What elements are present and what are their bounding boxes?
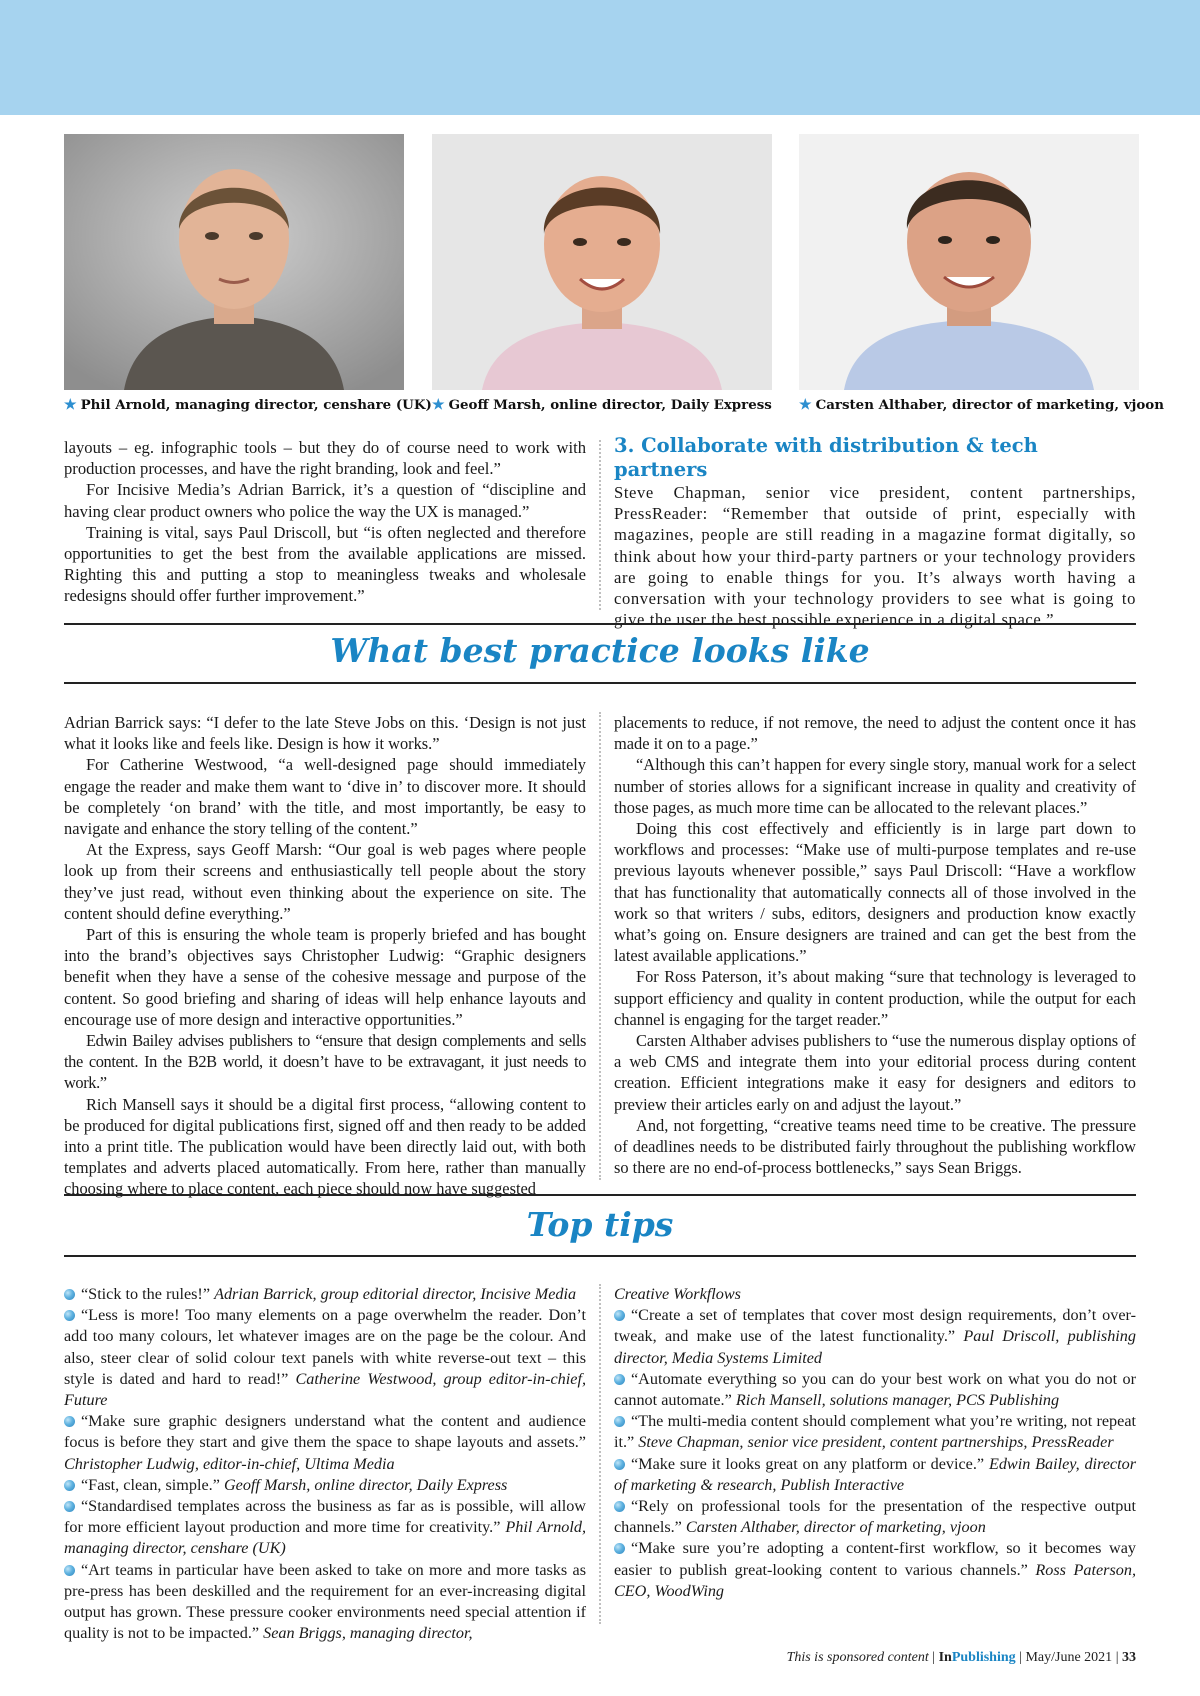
paragraph: Edwin Bailey advises publishers to “ensure that design complements and sells the content. In the B2B world, it doesn’t have to be extravagant, it just needs to work.” [64, 1031, 586, 1093]
photo-caption: ★ Geoff Marsh, online director, Daily Express [432, 397, 772, 413]
top-tips-left-column [64, 1284, 586, 1644]
tip-item: “Less is more! Too many elements on a page overwhelm the reader. Don’t add too many colours, let whatever images are on the page be the colour. And also, steer clear of solid colour text panels with white reverse-out text – this style is dated and hard to read!” Catherine Westwood, group editor-in-chief, Future [64, 1306, 587, 1410]
bullet-icon [64, 1416, 75, 1427]
paragraph: Carsten Althaber advises publishers to “use the numerous display options of a web CMS and integrate them into your editorial process during content creation. Efficient integrations make it easy for designers and editors to preview their articles early on and adjust the layout.” [614, 1031, 1136, 1114]
top-tips-right-column [614, 1284, 1136, 1602]
column-divider [599, 712, 601, 1180]
bullet-icon [64, 1310, 75, 1321]
star-icon: ★ [432, 397, 445, 413]
best-practice-left-column [64, 712, 586, 1200]
paragraph: placements to reduce, if not remove, the need to adjust the content once it has made it on to a page.” [614, 713, 1136, 754]
photo-caption: ★ Carsten Althaber, director of marketing, vjoon [799, 397, 1164, 413]
tip-item: “The multi-media content should complement what you’re writing, not repeat it.” Steve Chapman, senior vice president, content partnerships, PressReader [614, 1412, 1136, 1452]
column-divider [599, 440, 601, 610]
paragraph: For Catherine Westwood, “a well-designed page should immediately engage the reader and make them want to ‘dive in’ to discover more. It should be completely ‘on brand’ with the title, and most importantly, be easy to navigate and enhance the story telling of the content.” [64, 755, 586, 839]
tip-item: “Create a set of templates that cover most design requirements, don’t over-tweak, and make use of the latest functionality.” Paul Driscoll, publishing director, Media Systems Limited [614, 1306, 1136, 1367]
paragraph: Rich Mansell says it should be a digital first process, “allowing content to be produced for digital publications first, signed off and then ready to be added into a print title. The publication would have been directly laid out, with both templates and adverts placed automatically. From here, rather than manually choosing where to place content, each piece should now have suggested [64, 1094, 586, 1199]
tip-item: “Art teams in particular have been asked to take on more and more tasks as pre-press has been deskilled and the requirement for an ever-increasing digital output has grown. These pressure cooker environments need special attention if quality is not to be impacted.” Sean Briggs, managing director, [64, 1560, 586, 1643]
publication-logo: In [938, 1650, 952, 1665]
star-icon: ★ [799, 397, 812, 413]
paragraph: Training is vital, says Paul Driscoll, but “is often neglected and therefore opportunities to get the best from the available applications are missed. Righting this and putting a stop to meaningless tweaks and wholesale redesigns should offer further improvement.” [64, 522, 586, 606]
bullet-icon [614, 1416, 625, 1427]
issue-date: May/June 2021 [1025, 1650, 1113, 1665]
header-band [0, 0, 1200, 115]
bullet-icon [614, 1459, 625, 1470]
paragraph: “Although this can’t happen for every single story, manual work for a select number of stories allows for a significant increase in quality and creativity of those pages, as much more time can be allocated to the relevant places.” [614, 755, 1136, 817]
tip-item: “Fast, clean, simple.” Geoff Marsh, online director, Daily Express [64, 1475, 586, 1496]
divider-rule [64, 1194, 1136, 1196]
bullet-icon [64, 1289, 75, 1300]
tip-item: “Make sure you’re adopting a content-first workflow, so it becomes way easier to publish great-looking content to various channels.” Ross Paterson, CEO, WoodWing [614, 1539, 1137, 1600]
portrait-phil-arnold [64, 134, 404, 390]
section-heading: 3. Collaborate with distribution & tech partners [614, 434, 1038, 481]
tip-item: “Make sure it looks great on any platform or device.” Edwin Bailey, director of marketing & research, Publish Interactive [614, 1454, 1137, 1494]
paragraph: Doing this cost effectively and efficiently is in large part down to workflows and processes: “Make use of multi-purpose templates and re-use previous layouts whenever possible,” says Paul Driscoll: “Have a workflow that has functionality that automatically connects all of those involved in the work so that writers / subs, editors, designers and production know exactly what’s going on. Ensure designers are trained and can get the best from the latest available applications.” [614, 819, 1136, 966]
section-title: Top tips [526, 1205, 674, 1244]
page-number: 33 [1122, 1650, 1136, 1665]
paragraph: For Ross Paterson, it’s about making “sure that technology is leveraged to support efficiency and quality in content production, while the output for each channel is engaging for the target reader.” [614, 967, 1136, 1029]
tips-subheading: Creative Workflows [614, 1285, 741, 1303]
paragraph: For Incisive Media’s Adrian Barrick, it’s a question of “discipline and having clear product owners who police the way the UX is managed.” [64, 480, 586, 521]
page-footer: This is sponsored content | InPublishing | May/June 2021 | 33 [786, 1650, 1136, 1665]
tip-item: “Make sure graphic designers understand what the content and audience focus is before they start and give them the space to shape layouts and assets.” Christopher Ludwig, editor-in-chief, Ultima Media [64, 1412, 586, 1473]
bullet-icon [64, 1565, 75, 1576]
paragraph: Part of this is ensuring the whole team is properly briefed and has bought into the brand’s objectives says Christopher Ludwig: “Graphic designers benefit when they have a sense of the cohesive message and purpose of the content. So good briefing and sharing of ideas will help enhance layouts and encourage use of more design and interactive opportunities.” [64, 925, 586, 1029]
paragraph: And, not forgetting, “creative teams need time to be creative. The pressure of deadlines needs to be distributed fairly throughout the publishing workflow so there are no end-of-process bottlenecks,” says Sean Briggs. [614, 1115, 1136, 1178]
paragraph: layouts – eg. infographic tools – but they do of course need to work with production processes, and have the right branding, look and feel.” [64, 438, 586, 479]
divider-rule [64, 1255, 1136, 1257]
portrait-geoff-marsh [432, 134, 772, 390]
intro-left-column [64, 437, 586, 607]
tip-item: “Stick to the rules!” Adrian Barrick, group editorial director, Incisive Media [64, 1284, 586, 1305]
paragraph: Adrian Barrick says: “I defer to the late Steve Jobs on this. ‘Design is not just what it looks like and feels like. Design is how it works.” [64, 713, 586, 754]
paragraph: Steve Chapman, senior vice president, content partnerships, PressReader: “Remember that outside of print, especially with magazines, people are still reading in a magazine format digitally, so think about how your third-party partners or your technology providers are going to enable things for you. It’s always worth having a conversation with your technology providers to see what is going to give the user the best possible experience in a digital space.” [614, 483, 1136, 630]
portrait-carsten-althaber [799, 134, 1139, 390]
divider-rule [64, 623, 1136, 625]
paragraph: At the Express, says Geoff Marsh: “Our goal is web pages where people look up from their screens and enthusiastically tell people about the story they’ve just read, without even thinking about the experience on site. The content should define everything.” [64, 840, 586, 923]
bullet-icon [614, 1543, 625, 1554]
tip-item: “Automate everything so you can do your best work on what you do not or cannot automate.” Rich Mansell, solutions manager, PCS Publishing [614, 1369, 1136, 1410]
bullet-icon [614, 1374, 625, 1385]
section-title: What best practice looks like [330, 631, 870, 670]
photo-caption: ★ Phil Arnold, managing director, censhare (UK) [64, 397, 432, 413]
bullet-icon [64, 1501, 75, 1512]
bullet-icon [614, 1310, 625, 1321]
tip-item: “Rely on professional tools for the presentation of the respective output channels.” Carsten Althaber, director of marketing, vjoon [614, 1497, 1136, 1537]
best-practice-right-column [614, 712, 1136, 1178]
bullet-icon [614, 1501, 625, 1512]
divider-rule [64, 682, 1136, 684]
bullet-icon [64, 1480, 75, 1491]
column-divider [599, 1284, 601, 1624]
intro-right-column [614, 434, 1136, 630]
tip-item: “Standardised templates across the business as far as is possible, will allow for more efficient layout production and more time for creativity.” Phil Arnold, managing director, censhare (UK) [64, 1497, 587, 1558]
star-icon: ★ [64, 397, 77, 413]
